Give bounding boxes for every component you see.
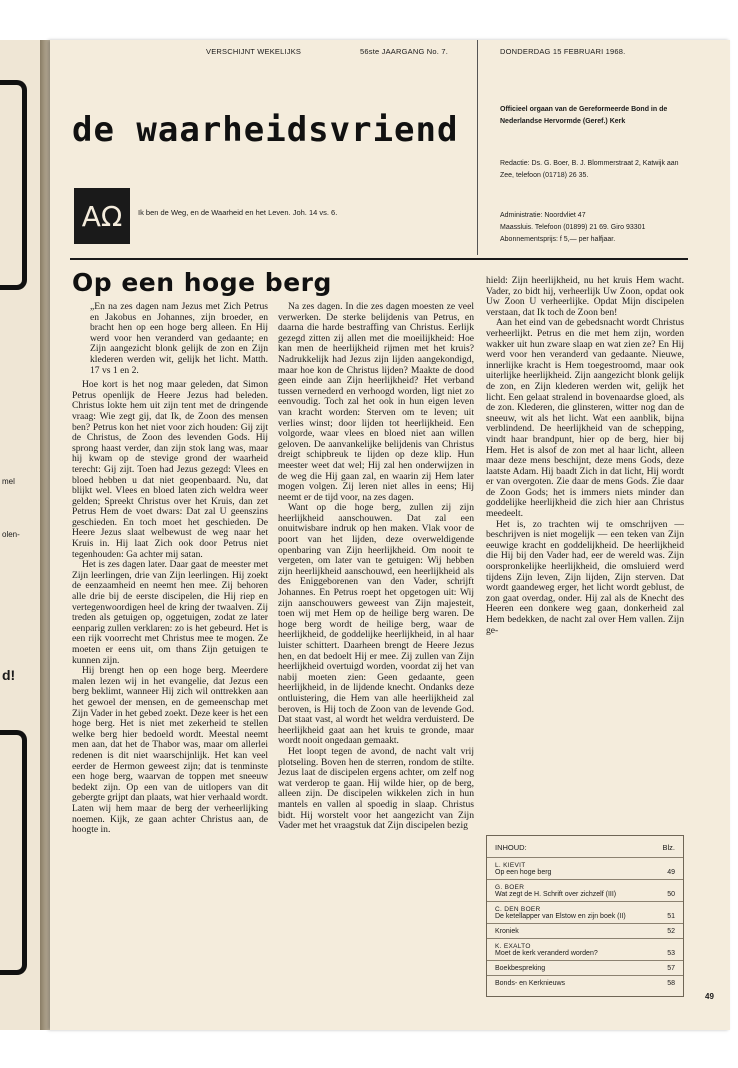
- toc-title: Op een hoge berg: [495, 869, 552, 876]
- toc-entry: [487, 857, 683, 879]
- masthead-title: de waarheidsvriend: [72, 110, 459, 150]
- article-title: Op een hoge berg: [72, 268, 332, 297]
- prev-page-box: [0, 80, 27, 290]
- toc-page: 49: [667, 869, 675, 876]
- toc-page: 58: [667, 980, 675, 987]
- toc-header: [487, 836, 683, 857]
- toc-entry: [487, 960, 683, 975]
- official-organ: Officieel orgaan van de Gereformeerde Bond in de Nederlandse Hervormde (Geref.) Kerk: [500, 106, 668, 125]
- table-of-contents: [486, 835, 684, 997]
- alpha-omega-logo: ΑΩ: [74, 188, 130, 244]
- administration-contact: Maassluis. Telefoon (01899) 21 69. Giro 93301: [500, 224, 646, 231]
- page-number: 49: [705, 992, 714, 1001]
- toc-page: 51: [667, 913, 675, 920]
- toc-author: C. DEN BOER: [495, 906, 541, 913]
- toc-title: De ketellapper van Elstow en zijn boek (II): [495, 913, 626, 920]
- toc-title: Bonds- en Kerknieuws: [495, 980, 566, 987]
- motto: Ik ben de Weg, en de Waarheid en het Leven. Joh. 14 vs. 6.: [138, 208, 338, 217]
- toc-page: 53: [667, 950, 675, 957]
- administration: Administratie: Noordvliet 47: [500, 212, 586, 219]
- toc-page-label: Blz.: [662, 843, 675, 852]
- toc-entry: [487, 879, 683, 901]
- weekly-label: VERSCHIJNT WEKELIJKS: [206, 47, 302, 56]
- prev-page-box: [0, 730, 27, 975]
- paragraph: Hij brengt hen op een hoge berg. Meerdere malen lezen wij in het evangelie, dat Jezus een berg beklimt, wanneer Hij zich wil onttrekken aan het gewoel der mensen, en de gemeenschap met Zijn Vader in het gebed zoekt. Deze keer is het een hoge berg. Het is niet met zekerheid te stellen welke berg hier bedoeld wordt. Meestal neemt men aan, dat het de Thabor was, maar om allerlei redenen is dit niet waarschijnlijk. Het kan veel eerder de Hermon geweest zijn; dat is tenminste een hoge berg, waarvan de toppen met sneeuw bedekt zijn. Op een van de uitlopers van dit gebergte grijpt dan plaats, wat hier verhaald wordt. Laten wij hem maar de berg der verheerlijking noemen. Kijk, ze gaan achter Christus aan, de hoogte in.: [72, 665, 268, 836]
- article-column-1: [72, 302, 268, 992]
- article-column-3: [486, 276, 684, 821]
- scripture-quote: „En na zes dagen nam Jezus met Zich Petrus en Jakobus en Johannes, zijn broeder, en bracht hen op een hoge berg alleen. En Hij werd voor hen veranderd van gedaante; en Zijn aangezicht blonk gelijk de zon en Zijn klederen werden wit, gelijk het licht. Matth. 17 vs 1 en 2.: [90, 302, 268, 376]
- toc-entry: [487, 975, 683, 990]
- toc-author: L. KIEVIT: [495, 862, 526, 869]
- paragraph: Het is zes dagen later. Daar gaat de meester met Zijn leerlingen, drie van Zijn leerlingen. Hij zoekt de eenzaamheid en neemt hen mee. Zij behoren alle drie bij de eerste discipelen, die Hij riep en vertegenwoordigen heel de kring der twaalven. Zij treden als getuigen op, oggetuigen, zodat ze later eenparig zullen verklaren: zo is het gebeurd. Het is een rijk voorrecht met Christus mee te mogen. Ze moeten er eens uit, om thans Zijn getuigen te kunnen zijn.: [72, 559, 268, 666]
- paragraph: Na zes dagen. In die zes dagen moesten ze veel verwerken. De sterke belijdenis van Petrus, en daarna die harde bestraffing van Christus. Eerlijk gezegd zitten zij allen met die moeilijkheid: Hoe kan men de heerlijkheid rijmen met het kruis? Nadrukkelijk had Jezus zijn lijden aangekondigd, maar hoe kon de Christus lijden? Maakte de dood geen einde aan Zijn heerlijkheid? Het verband tussen vernederd en verhoogd worden, ligt niet zo eenvoudig. Toch zal het ook in hun eigen leven van kracht worden: Sterven om te leven; uit verlies winst; door lijden tot heerlijkheid. Een volgorde, waar vlees en bloed niet aan willen geloven. De aanvankelijke belijdenis van Christus dreigt schipbreuk te lijden op deze klip. Hun meester weet dat wel; Hij zal hen onderwijzen in de weg die Hij gaan zal, en waarin zij Hem later mogen volgen. Zij leren niet alles in eens; Hij neemt er de tijd voor, na zes dagen.: [278, 302, 474, 503]
- date-label: DONDERDAG 15 FEBRUARI 1968.: [500, 47, 626, 56]
- toc-entry: [487, 938, 683, 960]
- editors: Redactie: Ds. G. Boer, B. J. Blommerstraat 2, Katwijk aan Zee, telefoon (01718) 26 35.: [500, 160, 679, 179]
- paragraph: Het loopt tegen de avond, de nacht valt vrij plotseling. Boven hen de sterren, rondom de stilte. Jezus laat de discipelen ergens achter, om zelf nog wat verderop te gaan. Hij wilde hier, op de berg, alleen zijn. De discipelen wikkelen zich in hun mantels en vallen al spoedig in slaap. Christus bidt. Hij worstelt voor het aangezicht van Zijn Vader met het vraagstuk dat Zijn discipelen bezig: [278, 745, 474, 832]
- masthead-divider: [477, 40, 478, 255]
- paragraph: Hoe kort is het nog maar geleden, dat Simon Petrus openlijk de Heere Jezus had beleden. Christus lokte hem uit zijn tent met de dringende vraag: Wie zegt gij, dat Ik, de Zoon des mensen ben? Petrus kon het niet voor zich houden: Gij zijt de Christus, de Zoon des levenden Gods. Hij sprong haast verder, dan zijn stok lang was, maar hij kwam op de stevige grond der waarheid terecht: Gij zijt. Toen had Jezus gezegd: Vlees en bloed hebben u dat niet geopenbaard. Nu, dat blijkt wel. Vlees en bloed laten zich weldra weer gelden; Spreekt Christus over het Kruis, dan zet Petrus Hem de voet dwars: Dat zal U geenszins geschieden. En toch moet het geschieden. De Heere Jezus slaat welbewust de weg naar het Kruis in. Hij laat Zich ook door Petrus niet tegenhouden: Ga achter mij satan.: [72, 379, 268, 560]
- volume-label: 56ste JAARGANG No. 7.: [360, 47, 448, 56]
- toc-page: 52: [667, 928, 675, 935]
- toc-title: Kroniek: [495, 928, 519, 935]
- toc-author: K. EXALTO: [495, 943, 531, 950]
- previous-page-edge: [0, 40, 42, 1030]
- paragraph: hield: Zijn heerlijkheid, nu het kruis Hem wacht. Vader, zo bidt hij, verheerlijk Uw Zoon, opdat ook Uw Zoon U verheerlijke. Opdat Mijn discipelen verstaan, dat Ik toch de Zoon ben!: [486, 276, 684, 318]
- toc-title: Wat zegt de H. Schrift over zichzelf (III): [495, 891, 617, 898]
- toc-title: Moet de kerk veranderd worden?: [495, 950, 598, 957]
- toc-page: 57: [667, 965, 675, 972]
- paragraph: Het is, zo trachten wij te omschrijven — beschrijven is niet mogelijk — een teken van Zijn eeuwige kracht en goddelijkheid. De heerlijkheid die Hij bij den Vader had, eer de wereld was. Zijn oorspronkelijke heerlijkheid, die omsluierd werd tijdens Zijn leven, Zijn lijden, Zijn sterven. Dat wordt gaandeweg erger, het licht wordt geblust, de zon gaat overdag, onder. Hij zal als de Knecht des Heeren een donkere weg gaan, donkerheid zal Hem bedekken, de nacht zal over Hem vallen. Zijn ge-: [486, 518, 684, 636]
- toc-entry: [487, 901, 683, 923]
- toc-entry: [487, 923, 683, 938]
- toc-title: Boekbespreking: [495, 965, 546, 972]
- prev-page-text: mel: [2, 477, 15, 486]
- toc-page: 50: [667, 891, 675, 898]
- paragraph: Aan het eind van de gebedsnacht wordt Christus verheerlijkt. Petrus en die met hem zijn, worden wakker uit hun zware slaap en wat zien ze? En Hij werd voor hen veranderd van gedaante. Nieuwe, innerlijke kracht is Hem toegestroomd, maar ook uiterlijke heerlijkheid. Zijn aangezicht blonk gelijk de zon, en Zijn klederen werden wit, gelijk het licht. Een gelaat stralend in bovenaardse gloed, als de zon. Klederen, die glinsteren, witter nog dan de sneeuw, wit als het licht. Wat een aanblik, bijna verblindend. De heerlijkheid van de schepping, vindt haar brandpunt, hier op de berg, hier bij Hem. Het is alsof de zon met al haar licht, alleen maar deze mens beschijnt, deze mens Gods, deze laatste Adam. Hij baadt Zich in dat licht, Hij wordt er van overgoten. Zie daar de mens Gods. Zie daar de Zoon Gods; het is immers niets minder dan goddelijke heerlijkheid die zich hier aan Christus meedeelt.: [486, 317, 684, 520]
- subscription: Abonnementsprijs: f 5,— per halfjaar.: [500, 236, 616, 243]
- article-top-rule: [70, 258, 688, 260]
- article-column-2: [278, 302, 474, 992]
- paragraph: Want op die hoge berg, zullen zij zijn heerlijkheid aanschouwen. Dat zal een onuitwisbare indruk op hen maken. Vlak voor de poort van het lijden, deze overweldigende openbaring van Zijn heerlijkheid. Om nooit te vergeten, om later van te getuigen: Wij hebben zijn heerlijkheid aanschouwd, een heerlijkheid als des Eniggeborenen van den Vader, schrijft Johannes. En Petrus roept het opgetogen uit: Wij zijn aanschouwers geweest van Zijn majesteit, toen wij met Hem op de heilige berg waren. De hoge berg wordt de heilige berg, waar de heerlijkheid, de goddelijke heerlijkheid, in al haar luister schittert. Daarheen brengt de Heere Jezus hen, en dat bedoelt Hij er mee. Zij zullen van Zijn heerlijkheid overtuigd worden, voordat zij het van nabij moeten zien: Geen gedaante, geen heerlijkheid, in de lijdende knecht. Ondanks deze ontluistering, die Hem van alle heerlijkheid zal beroven, is Hij toch de Zoon van de levende God. Dat staat vast, al wordt het weldra verduisterd. De heerlijkheid gaat aan het kruis te gronde, maar wordt nooit ongedaan gemaakt.: [278, 502, 474, 747]
- prev-page-text: olen-: [2, 530, 20, 539]
- toc-heading: INHOUD:: [495, 843, 527, 852]
- toc-author: G. BOER: [495, 884, 525, 891]
- prev-page-text: d!: [2, 667, 16, 683]
